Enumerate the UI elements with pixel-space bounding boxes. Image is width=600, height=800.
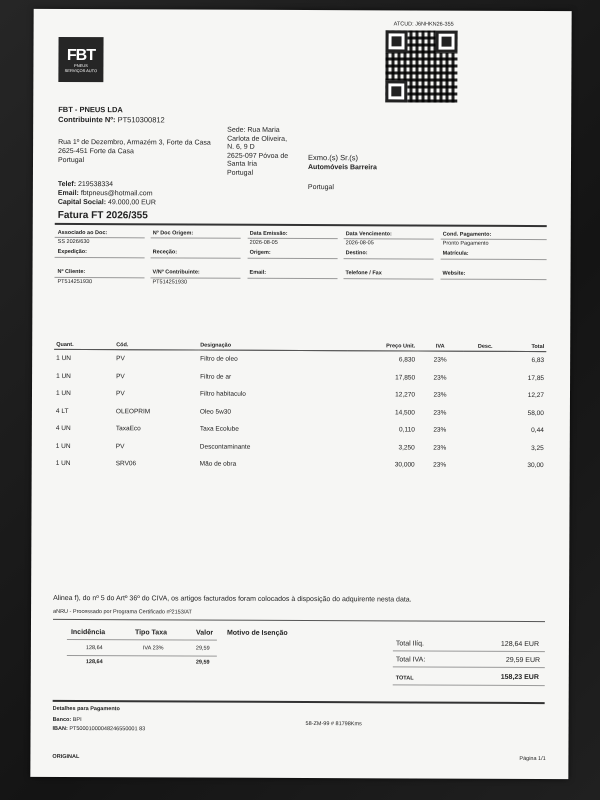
col-quantity: Quant.: [54, 341, 114, 350]
payment-bank: Banco: BPI: [52, 716, 82, 724]
company-address-line1: Rua 1º de Dezembro, Armazém 3, Forte da Casa: [58, 138, 211, 147]
item-quantity: 4 LT: [55, 407, 69, 415]
item-vat: 23%: [433, 356, 447, 364]
vat-total-value: 29,59 EUR: [505, 656, 541, 665]
tax-type-value: IVA 23%: [142, 645, 164, 652]
item-description: Filtro habitaculo: [199, 390, 246, 399]
table-row: [54, 385, 546, 405]
item-unit-price: 6,830: [398, 356, 416, 364]
item-discount: [463, 404, 507, 422]
table-row: [54, 367, 546, 387]
item-vat: 23%: [433, 391, 447, 399]
payment-iban: IBAN: PT50001000048246550001 83: [52, 725, 146, 733]
col-code: Cód.: [114, 341, 198, 350]
item-total: 6,83: [531, 357, 545, 365]
tax-value-header: Valor: [195, 629, 214, 637]
item-unit-price: 30,000: [394, 461, 415, 469]
associated-doc-value: SS 2026/630: [57, 238, 90, 246]
subtotal-value: 128,64 EUR: [500, 640, 540, 649]
item-discount: [463, 457, 507, 475]
item-description: Mão de obra: [199, 460, 237, 468]
table-row: [54, 402, 546, 422]
due-date-value: 2026-08-05: [345, 240, 374, 247]
client-greeting: Exmo.(s) Sr.(s): [308, 153, 359, 163]
item-total: 58,00: [527, 409, 544, 417]
item-quantity: 1 UN: [55, 442, 71, 450]
item-code: SRV06: [115, 460, 137, 468]
item-vat: 23%: [433, 374, 447, 382]
item-unit-price: 14,500: [395, 409, 415, 417]
payment-terms-value: Pronto Pagamento: [442, 240, 489, 247]
table-row: [54, 349, 546, 369]
col-unit-price: Preço Unit.: [347, 342, 417, 351]
payment-terms-label: Cond. Pagamento:: [442, 231, 492, 238]
original-mark: ORIGINAL: [52, 753, 80, 761]
client-number-value: PT514251930: [57, 278, 93, 286]
col-description: Designação: [198, 342, 347, 351]
grand-total-value: 158,23 EUR: [500, 673, 539, 682]
company-country: Portugal: [58, 156, 85, 165]
item-discount: [463, 369, 507, 387]
company-name: FBT - PNEUS LDA: [58, 104, 123, 115]
item-unit-price: 0,110: [399, 426, 415, 434]
client-name: Automóveis Barreira: [307, 164, 377, 172]
page-number: Página 1/1: [519, 755, 546, 763]
client-number-label: Nº Cliente:: [57, 268, 86, 276]
legal-note: Alinea f), do nº 5 do Artº 36º do CIVA, os artigos facturados foram colocados à disposição do adquirente nesta data.: [53, 594, 412, 604]
item-code: PV: [116, 355, 125, 363]
associated-doc-label: Associado ao Doc:: [57, 229, 108, 237]
item-quantity: 1 UN: [56, 355, 71, 363]
tax-amount-sum: 29,59: [195, 659, 210, 666]
software-certification: aNRU - Processado por Programa Certificado nº2153/AT: [53, 608, 192, 616]
item-total: 30,00: [527, 462, 544, 470]
company-phone: Telef: 219538334: [57, 180, 114, 189]
tax-amount-value: 29,59: [195, 645, 210, 652]
table-row: [54, 420, 546, 440]
item-discount: [463, 351, 507, 369]
item-quantity: 4 UN: [55, 425, 71, 433]
item-code: PV: [116, 372, 125, 380]
item-total: 3,25: [531, 444, 544, 452]
item-description: Taxa Ecolube: [199, 425, 239, 433]
col-vat: IVA: [417, 343, 463, 352]
item-code: OLEOPRIM: [115, 407, 151, 416]
note-divider: [53, 619, 545, 622]
qr-code: [385, 30, 457, 102]
item-discount: [463, 387, 507, 405]
item-quantity: 1 UN: [56, 372, 71, 380]
col-discount: Desc.: [463, 343, 507, 352]
client-country: Portugal: [307, 184, 334, 192]
tax-incidence-header: Incidência: [70, 628, 106, 637]
subtotal-label: Total Ilíq.: [395, 640, 424, 648]
company-address-line2: 2625-451 Forte da Casa: [58, 147, 134, 156]
item-description: Oleo 5w30: [199, 408, 232, 416]
payment-details-title: Detalhes para Pagamento: [52, 705, 120, 713]
vat-total-label: Total IVA:: [395, 656, 426, 664]
item-quantity: 1 UN: [55, 390, 71, 398]
totals-divider: [53, 700, 545, 704]
item-unit-price: 17,850: [395, 374, 416, 382]
issue-date-value: 2026-08-05: [249, 239, 278, 246]
item-total: 17,85: [527, 374, 545, 382]
item-description: Filtro de oleo: [200, 355, 238, 363]
origin-label: Origem:: [249, 249, 271, 256]
client-email-label: Email:: [249, 269, 267, 276]
company-vat: Contribuinte Nº: PT510300812: [58, 114, 165, 125]
item-code: PV: [115, 390, 125, 398]
item-code: TaxaEco: [115, 425, 141, 433]
item-description: Filtro de ar: [200, 373, 232, 381]
item-vat: 23%: [433, 426, 447, 434]
item-vat: 23%: [433, 461, 447, 469]
item-vat: 23%: [433, 444, 447, 452]
origin-doc-label: Nº Doc Origem:: [152, 230, 194, 237]
tax-exemption-header: Motivo de Isenção: [226, 629, 288, 637]
tax-incidence-value: 128,64: [85, 645, 103, 652]
company-logo: FBT PNEUS SERVIÇOS AUTO: [58, 37, 103, 82]
item-description: Descontaminante: [199, 443, 251, 451]
due-date-label: Data Vencimento:: [345, 231, 392, 238]
grand-total-label: TOTAL: [395, 675, 414, 682]
tax-type-header: Tipo Taxa: [134, 629, 168, 637]
client-website-label: Website:: [442, 270, 466, 277]
item-code: PV: [115, 442, 125, 450]
item-vat: 23%: [433, 409, 447, 417]
issue-date-label: Data Emissão:: [249, 230, 288, 237]
client-phone-label: Telefone / Fax: [345, 270, 382, 277]
title-divider: [55, 223, 547, 227]
item-total: 0,44: [531, 427, 544, 435]
item-discount: [463, 439, 507, 457]
item-unit-price: 3,250: [398, 444, 415, 452]
invoice-paper: [30, 9, 571, 779]
plate-label: Matrícula:: [442, 250, 469, 257]
shipping-label: Expedição:: [57, 248, 87, 256]
vehicle-plate-mileage: 58-ZM-99 # 81798Kms: [305, 721, 362, 728]
table-row: [54, 437, 546, 457]
reception-label: Receção:: [152, 249, 178, 256]
item-total: 12,27: [527, 392, 545, 400]
client-vat-label: V/Nº Contribuinte:: [152, 269, 200, 276]
invoice-title: Fatura FT 2026/355: [57, 209, 148, 222]
company-email: Email: fbtpneus@hotmail.com: [57, 189, 153, 198]
table-row: [54, 455, 546, 475]
destination-label: Destino:: [345, 250, 368, 257]
item-discount: [463, 422, 507, 440]
items-table: [54, 341, 547, 475]
atcud-code: ATCUD: J6NHKN26-355: [393, 21, 454, 28]
headquarters-address: Sede: Rua Maria Carlota de Oliveira, N. 6, 9 D 2625-097 Póvoa de Santa Iria Portugal: [226, 126, 289, 177]
col-total: Total: [507, 343, 546, 352]
tax-incidence-sum: 128,64: [85, 659, 103, 666]
item-quantity: 1 UN: [55, 460, 71, 468]
company-capital: Capital Social: 49.000,00 EUR: [57, 198, 156, 207]
item-unit-price: 12,270: [395, 391, 416, 399]
client-vat-value: PT514251930: [152, 279, 188, 286]
